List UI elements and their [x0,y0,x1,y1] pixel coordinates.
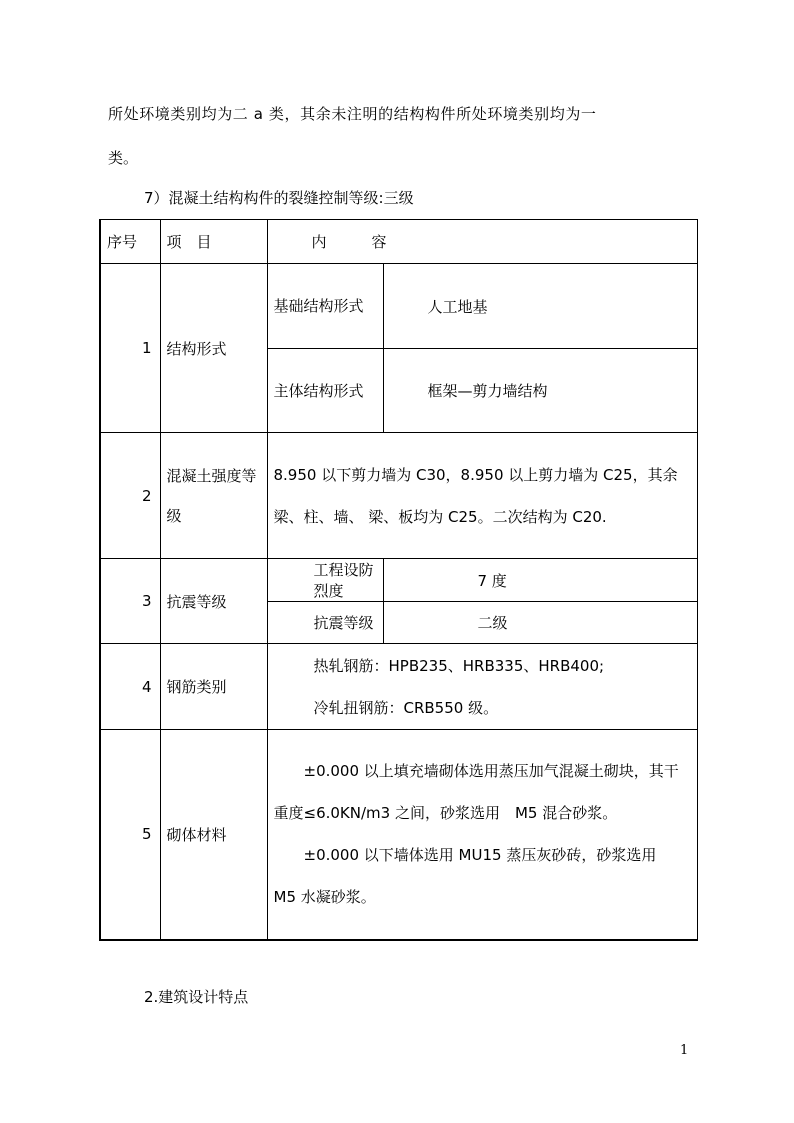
row-content [267,644,697,730]
table-header-row [100,220,697,264]
row-item-label: 抗震等级 [160,559,267,644]
content-paragraph: ±0.000 以下墙体选用 MU15 蒸压灰砂砖，砂浆选用 M5 水凝砂浆。 [273,846,672,907]
table-row [100,644,697,730]
row-item-label: 混凝土强度等级 [160,433,267,559]
content-paragraph: ±0.000 以上填充墙砌体选用蒸压加气混凝土砌块，其干重度≤6.0KN/m3 之间，砂浆选用 M5 混合砂浆。 [273,762,679,823]
row-number: 4 [100,644,160,730]
sub-value: 二级 [383,602,697,644]
content-line: 冷轧扭钢筋：CRB550 级。 [313,698,499,717]
sub-value: 7 度 [383,559,697,602]
table-row [100,264,697,349]
sub-label: 基础结构形式 [267,264,383,349]
row-number: 5 [100,730,160,940]
sub-value: 人工地基 [383,264,697,349]
sub-label: 工程设防烈度 [267,559,383,602]
row-number: 3 [100,559,160,644]
sub-value: 框架—剪力墙结构 [383,349,697,433]
paragraph-crack-control: 7）混凝土结构构件的裂缝控制等级:三级 [144,189,414,207]
row-content: 8.950 以下剪力墙为 C30，8.950 以上剪力墙为 C25，其余梁、柱、墙、 梁、板均为 C25。二次结构为 C20. [267,433,697,559]
table-row [100,730,697,940]
section-heading: 2.建筑设计特点 [144,988,249,1006]
paragraph-environment-class-end: 类。 [108,149,139,167]
row-item-label: 砌体材料 [160,730,267,940]
header-item: 项 目 [160,220,267,264]
structure-spec-table [99,219,698,941]
table-row [100,559,697,602]
paragraph-environment-class: 所处环境类别均为二 a 类，其余未注明的结构构件所处环境类别均为一 [108,105,597,123]
row-number: 2 [100,433,160,559]
table-row [100,433,697,559]
row-number: 1 [100,264,160,433]
row-content [267,730,697,940]
page-number: 1 [680,1043,689,1058]
sub-label: 主体结构形式 [267,349,383,433]
sub-label: 抗震等级 [267,602,383,644]
content-line: 热轧钢筋：HPB235、HRB335、HRB400; [313,656,605,675]
row-item-label: 钢筋类别 [160,644,267,730]
header-seq: 序号 [100,220,160,264]
row-item-label: 结构形式 [160,264,267,433]
header-content: 内 容 [267,220,697,264]
